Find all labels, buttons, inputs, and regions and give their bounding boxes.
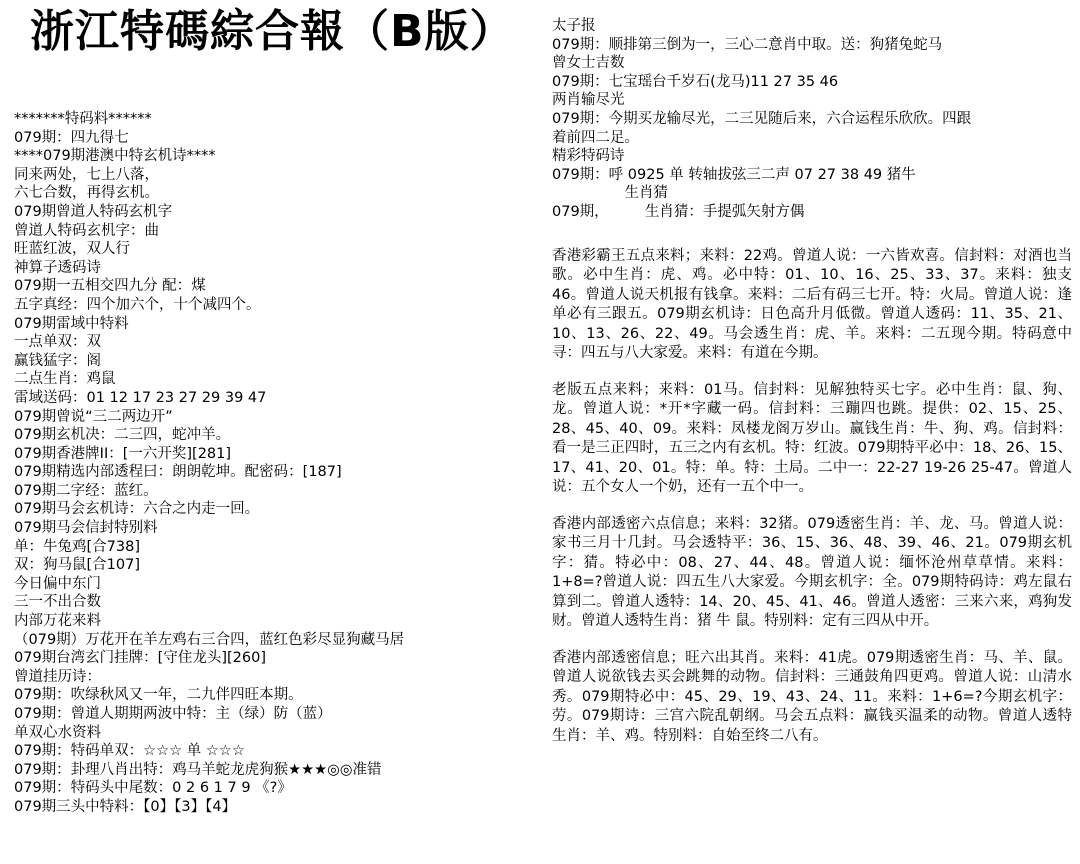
left-text-line: 双：狗马鼠[合107] (14, 557, 140, 574)
left-text-line: 单：牛兔鸡[合738] (14, 538, 140, 555)
right-top-section (552, 17, 1072, 222)
left-text-line: （079期）万花开在羊左鸡右三合四，蓝红色彩尽显狗藏马居 (14, 631, 405, 648)
left-text-line: 一点单双：双 (14, 334, 101, 351)
left-text-line: 三一不出合数 (14, 594, 101, 611)
right-column (552, 17, 1072, 746)
left-text-line: 079期台湾玄门挂牌：[守住龙头][260] (14, 650, 266, 667)
left-text-line: 079期三头中特料：【0】【3】【4】 (14, 798, 237, 815)
info-paragraph: 香港内部透密信息；旺六出其肖。来料：41虎。079期透密生肖：马、羊、鼠。曾道人说欲钱去买会跳舞的动物。信封料：三通鼓角四更鸡。曾道人说：山清水秀。079期特必中：45、29、19、43、24、11。来料：1+6=?今期玄机字：劳。079期诗：三宫六院乱朝纲。马会五点料：赢钱买温柔的动物。曾道人透特生肖：羊、鸡。特别料：自始至终二八有。 (552, 649, 1072, 744)
right-text-line: 着前四二足。 (552, 129, 639, 146)
right-paragraphs (552, 230, 1072, 747)
left-text-line: 079期：卦理八肖出特：鸡马羊蛇龙虎狗猴★★★◎◎准错 (14, 761, 382, 778)
right-text-line: 079期：七宝瑶台千岁石(龙马)11 27 35 46 (552, 73, 839, 90)
right-text-line: 精彩特码诗 (552, 148, 625, 165)
left-text-line: 神算子透码诗 (14, 259, 101, 276)
info-paragraph: 香港彩霸王五点来料；来料：22鸡。曾道人说：一六皆欢喜。信封料：对酒也当歌。必中生肖：虎、鸡。必中特：01、10、16、25、33、37。来料：独支46。曾道人说天机报有钱拿。来料：二后有码三七开。特：火局。曾道人说：逢单必有三跟五。079期玄机诗：日色高升月低微。曾道人透码：11、35、21、10、13、26、22、49。马会透生肖：虎、羊。来料：二五现今期。特码意中寻：四五与八大家爱。来料：有道在今期。 (552, 247, 1072, 362)
left-text-line: *******特码料****** (14, 111, 152, 127)
left-text-line: ****079期港澳中特玄机诗**** (14, 148, 216, 165)
info-paragraph: 老版五点来料；来料：01马。信封料：见解独特买七字。必中生肖：鼠、狗、龙。曾道人说：*开*字藏一码。信封料：三蹦四也跳。提供：02、15、25、28、45、40、09。来料：凤楼龙阁万岁山。赢钱生肖：牛、狗、鸡。信封料：看一是三正四时，五三之内有玄机。特：红波。079期特平必中：18、26、15、17、41、20、01。特：单。特：土局。二中一：22-27 19-26 25-47。曾道人说：五个女人一个奶，还有一五个中一。 (552, 381, 1072, 496)
left-text-line: 曾道挂历诗： (14, 668, 101, 685)
left-text-line: 079期：四九得七 (14, 129, 129, 146)
left-text-line: 079期香港牌II：[一六开奖][281] (14, 445, 232, 462)
left-text-line: 079期：特码单双：☆☆☆ 单 ☆☆☆ (14, 743, 245, 760)
left-column (14, 110, 530, 817)
right-text-line: 079期：呼 0925 单 转轴拔弦三二声 07 27 38 49 猪牛 (552, 166, 916, 183)
left-text-line: 079期曾道人特码玄机字 (14, 203, 173, 220)
left-text-line: 079期：曾道人期期两波中特：主（绿）防（蓝） (14, 706, 332, 722)
left-text-line: 079期精选内部透程曰：朗朗乾坤。配密码：[187] (14, 464, 342, 481)
page-title: 浙江特碼綜合報（B版） (30, 6, 515, 57)
left-text-line: 同来两处，七上八落， (14, 166, 159, 183)
right-text-line: 079期， 生肖猜：手提弧矢射方偶 (552, 203, 805, 220)
left-text-line: 079期一五相交四九分 配：煤 (14, 278, 206, 295)
left-text-line: 六七合数，再得玄机。 (14, 185, 159, 202)
left-text-line: 079期曾说“三二两边开” (14, 408, 173, 425)
left-text-line: 雷域送码：01 12 17 23 27 29 39 47 (14, 389, 267, 406)
right-text-line: 太子报 (552, 18, 596, 34)
left-text-line: 079期玄机决：二三四，蛇冲羊。 (14, 427, 231, 444)
left-text-line: 今日偏中东门 (14, 575, 101, 592)
left-text-line: 旺蓝红波，双人行 (14, 241, 130, 258)
left-text-line: 079期二字经：蓝红。 (14, 482, 158, 499)
left-text-line: 曾道人特码玄机字：曲 (14, 222, 159, 239)
left-text-line: 五字真经：四个加六个，十个减四个。 (14, 296, 261, 313)
left-text-line: 079期：特码头中尾数：0 2 6 1 7 9 《?》 (14, 780, 292, 797)
right-text-line: 079期：今期买龙输尽光，二三见随后来，六合运程乐欣欣。四跟 (552, 110, 972, 127)
left-text-line: 079期马会玄机诗：六合之内走一回。 (14, 501, 260, 518)
left-text-line: 079期：吹绿秋风又一年，二九伴四旺本期。 (14, 687, 303, 704)
right-text-line: 生肖猜 (552, 185, 668, 202)
right-text-line: 曾女士吉数 (552, 55, 625, 72)
right-text-line: 079期：顺排第三倒为一，三心二意肖中取。送：狗猪兔蛇马 (552, 36, 943, 53)
left-text-line: 赢钱猛字：阁 (14, 352, 101, 369)
info-paragraph: 香港内部透密六点信息；来料：32猪。079透密生肖：羊、龙、马。曾道人说：家书三月十几封。马会透特平：36、15、36、48、39、46、21。079期玄机字：猜。特必中：08、27、44、48。曾道人说：缅怀沧州草草情。来料：1+8=?曾道人说：四五生八大家爱。今期玄机字：全。079期特码诗：鸡左鼠右算到二。曾道人透特：14、20、45、41、46。曾道人透密：三来六来，鸡狗发财。曾道人透特生肖：猪 牛 鼠。特别料：定有三四从中开。 (552, 515, 1072, 630)
left-text-line: 079期雷域中特料 (14, 315, 129, 332)
left-text-line: 079期马会信封特别料 (14, 520, 158, 537)
right-text-line: 两肖输尽光 (552, 92, 625, 109)
left-text-line: 单双心水资料 (14, 724, 101, 741)
left-text-line: 内部万花来料 (14, 613, 101, 630)
left-text-line: 二点生肖：鸡鼠 (14, 371, 116, 388)
